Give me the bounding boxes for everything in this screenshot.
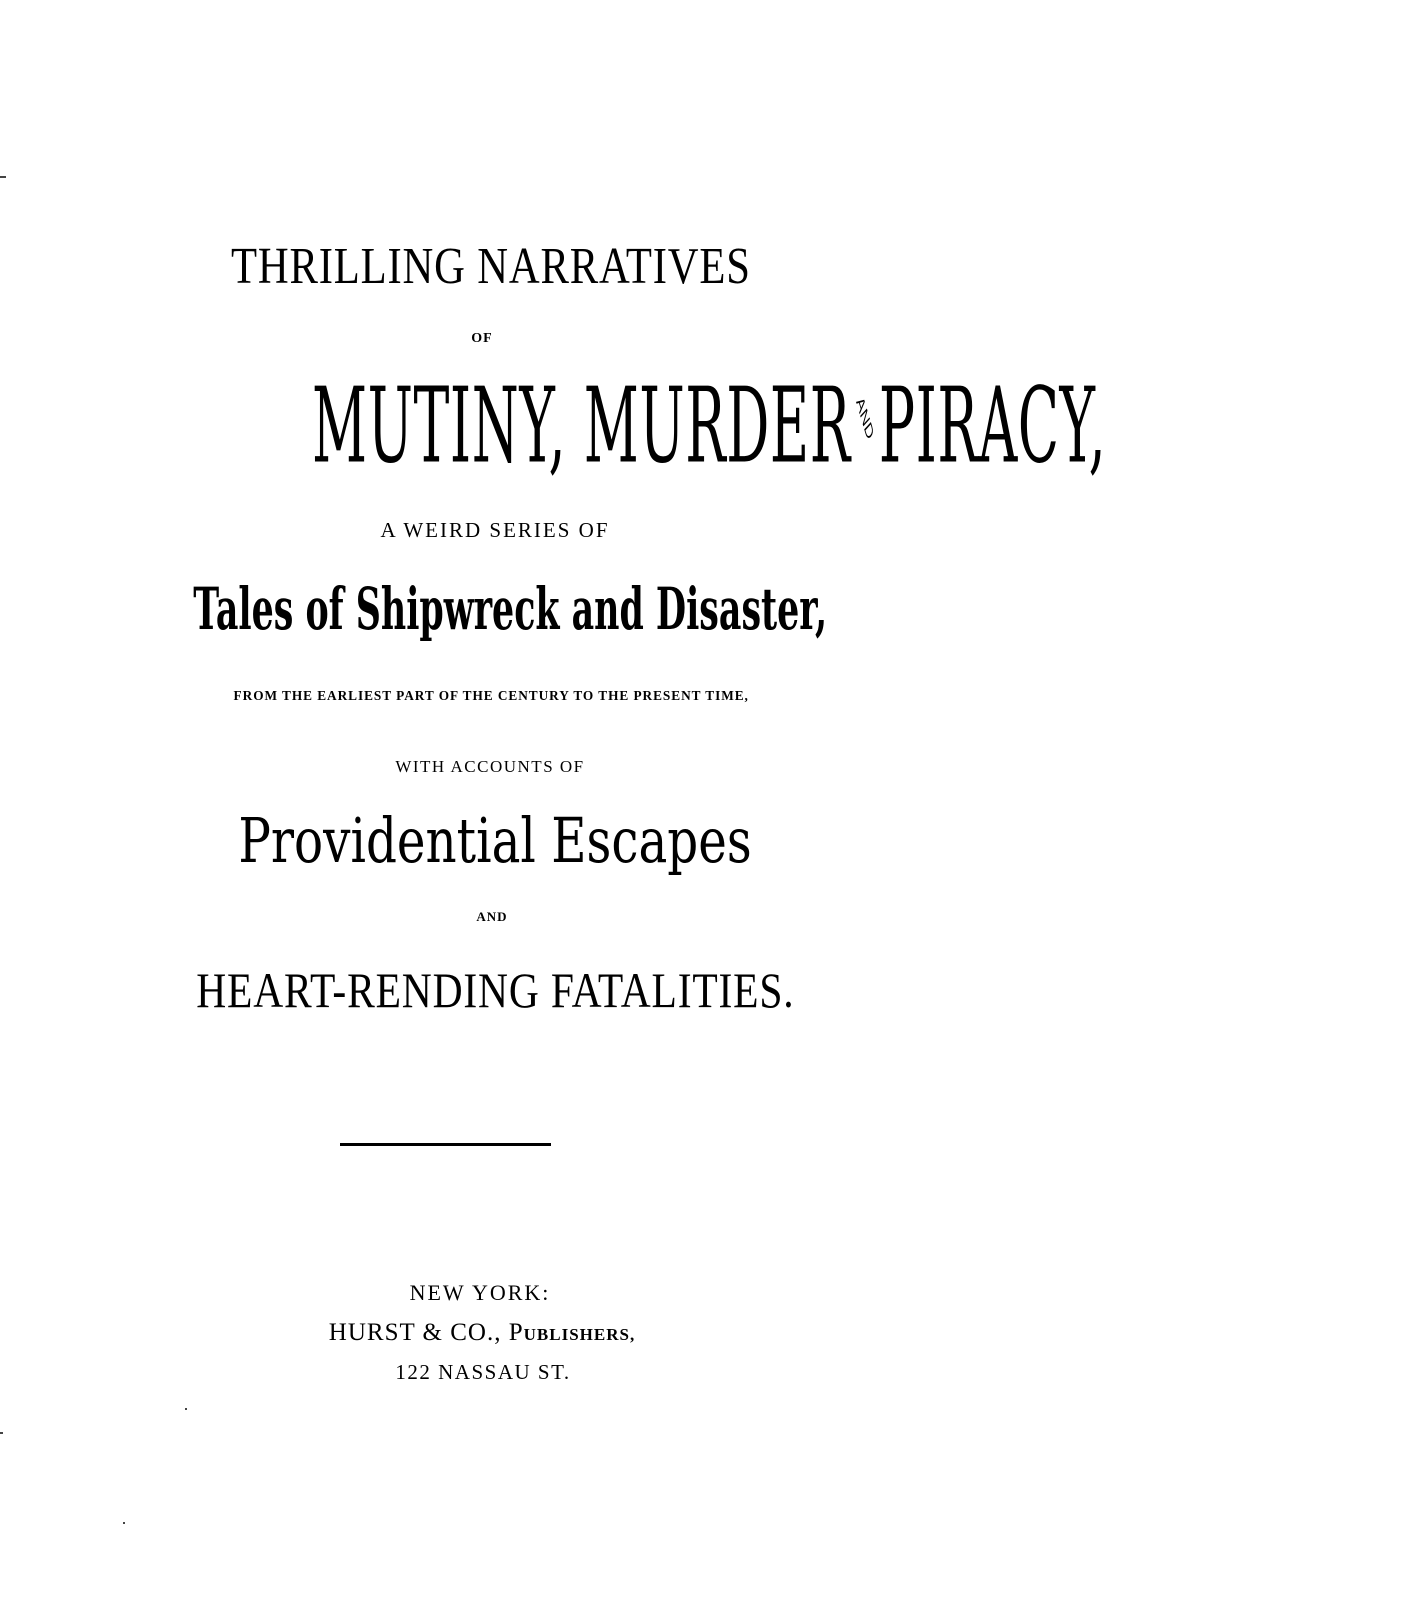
tales-line: Tales of Shipwreck and Disaster, (193, 575, 828, 643)
speck (0, 176, 6, 178)
speck (185, 1408, 187, 1410)
and-connector: AND (476, 909, 508, 924)
weird-series-line: A WEIRD SERIES OF (380, 518, 610, 542)
imprint-publisher (0, 1320, 982, 1345)
rotated-and: AND (853, 392, 877, 445)
speck (0, 1432, 3, 1434)
title-line-thrilling-narratives: THRILLING NARRATIVES (231, 238, 751, 295)
publisher-role-rest: UBLISHERS, (523, 1325, 636, 1344)
of-connector: OF (471, 331, 493, 346)
imprint-address: 122 NASSAU ST. (395, 1360, 571, 1384)
providential-escapes-line: Providential Escapes (238, 804, 752, 877)
publisher-role-initial: P (508, 1319, 524, 1346)
title-line-mutiny-murder-piracy (0, 365, 1107, 487)
with-accounts-line: WITH ACCOUNTS OF (395, 757, 585, 776)
horizontal-rule (340, 1143, 551, 1146)
piracy-text: PIRACY, (878, 365, 1107, 487)
mutiny-murder-text: MUTINY, MURDER (312, 365, 851, 487)
publisher-name: HURST & CO., (328, 1319, 509, 1346)
from-earliest-line: FROM THE EARLIEST PART OF THE CENTURY TO THE PRESENT TIME, (233, 689, 749, 704)
heart-rending-line: HEART-RENDING FATALITIES. (195, 962, 795, 1018)
imprint-city: NEW YORK: (409, 1280, 551, 1305)
speck (123, 1522, 125, 1524)
